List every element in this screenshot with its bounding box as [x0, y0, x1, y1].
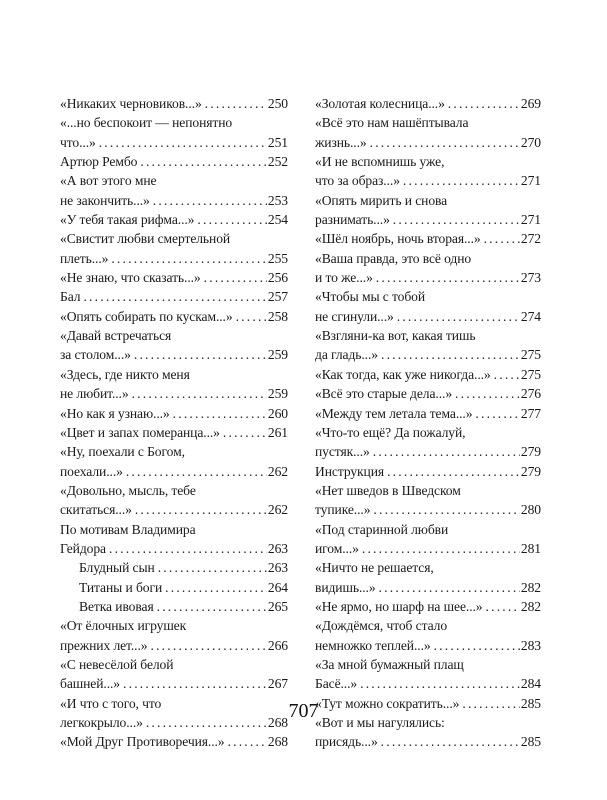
toc-left-column: [60, 94, 288, 752]
toc-entry-page-number: 282: [520, 598, 541, 614]
toc-entry-page-number: 264: [267, 579, 288, 595]
toc-entry-title-line: жизнь...»: [315, 134, 367, 150]
toc-entry-title-line: «Ну, поехали с Богом,: [60, 444, 185, 460]
toc-entry-last-line: [315, 442, 541, 461]
toc-entry-last-line: [315, 500, 541, 519]
toc-entry-page-number: 271: [520, 173, 541, 189]
dot-leader: [362, 539, 520, 558]
toc-entry: [60, 732, 288, 751]
toc-entry-page-number: 270: [520, 134, 541, 150]
toc-entry-title-line: «Мой Друг Противоречия...»: [60, 734, 225, 750]
toc-entry-last-line: [315, 384, 541, 403]
toc-entry-last-line: [60, 268, 288, 287]
toc-entry-last-line: [315, 171, 541, 190]
toc-entry-last-line: [60, 674, 288, 693]
toc-entry-title-line: «И что с того, что: [60, 695, 162, 711]
dot-leader: [204, 268, 267, 287]
dot-leader: [153, 191, 267, 210]
dot-leader: [373, 442, 520, 461]
toc-entry: [60, 481, 288, 520]
toc-entry-page-number: 273: [520, 270, 541, 286]
toc-entry-last-line: [60, 152, 288, 171]
dot-leader: [236, 307, 267, 326]
toc-entry-page-number: 258: [267, 308, 288, 324]
toc-entry-last-line: [60, 462, 288, 481]
dot-leader: [373, 500, 520, 519]
toc-entry: [60, 287, 288, 306]
toc-entry-last-line: [60, 500, 288, 519]
toc-entry-page-number: 272: [520, 231, 541, 247]
toc-entry: [60, 442, 288, 481]
toc-entry: [315, 191, 541, 230]
toc-entry-title-line: «Всё это нам нашёптывала: [315, 115, 469, 131]
toc-entry-title-line: «Тут можно сократить...»: [315, 695, 460, 711]
toc-entry-title-line: «Не знаю, что сказать...»: [60, 270, 201, 286]
toc-entry-title-line: «Здесь, где никто меня: [60, 366, 190, 382]
toc-entry: [315, 462, 541, 481]
toc-entry-last-line: [79, 578, 288, 597]
toc-entry: [60, 94, 288, 113]
toc-entry-page-number: 275: [520, 366, 541, 382]
toc-entry: [60, 404, 288, 423]
toc-entry-title-line: «Шёл ноябрь, ночь вторая...»: [315, 231, 481, 247]
toc-entry-last-line: [315, 210, 541, 229]
toc-entry-title-line: «Опять мирить и снова: [315, 192, 448, 208]
toc-entry: [315, 94, 541, 113]
toc-entry-title-line: башней...»: [60, 676, 120, 692]
toc-entry: [60, 423, 288, 442]
toc-entry-page-number: 259: [267, 347, 288, 363]
toc-entry-title-line: «Довольно, мысль, тебе: [60, 482, 196, 498]
dot-leader: [150, 636, 266, 655]
toc-entry-title-line: «Опять собирать по кускам...»: [60, 308, 233, 324]
dot-leader: [370, 133, 520, 152]
toc-entry: [315, 481, 541, 520]
toc-entry: [60, 558, 288, 577]
dot-leader: [173, 404, 267, 423]
toc-entry-page-number: 285: [520, 734, 541, 750]
toc-entry-page-number: 285: [520, 695, 541, 711]
toc-entry-page-number: 276: [520, 386, 541, 402]
toc-entry-last-line: [315, 462, 541, 481]
toc-entry-page-number: 252: [267, 154, 288, 170]
toc-entry-title-line: видишь...»: [315, 579, 376, 595]
toc-entry-page-number: 280: [520, 502, 541, 518]
toc-entry: [315, 287, 541, 326]
toc-entry: [315, 597, 541, 616]
toc-entry-title-line: Блудный сын: [79, 560, 155, 576]
dot-leader: [434, 636, 520, 655]
toc-entry: [60, 152, 288, 171]
toc-entry-page-number: 267: [267, 676, 288, 692]
toc-entry: [315, 558, 541, 597]
toc-entry-last-line: [60, 423, 288, 442]
toc-entry-title-line: «Чтобы мы с тобой: [315, 289, 426, 305]
dot-leader: [134, 345, 267, 364]
toc-entry: [60, 307, 288, 326]
toc-entry-title-line: немножко теплей...»: [315, 637, 431, 653]
toc-entry: [60, 597, 288, 616]
toc-entry-page-number: 261: [267, 424, 288, 440]
toc-entry-page-number: 284: [520, 676, 541, 692]
toc-entry-last-line: [60, 94, 288, 113]
toc-entry-last-line: [315, 578, 541, 597]
toc-entry-title-line: тупике...»: [315, 502, 371, 518]
toc-entry-title-line: за столом...»: [60, 347, 131, 363]
toc-entry-title-line: Артюр Рембо: [60, 154, 138, 170]
toc-entry-last-line: [315, 674, 541, 693]
dot-leader: [448, 94, 520, 113]
toc-entry-last-line: [315, 268, 541, 287]
toc-entry-title-line: поехали...»: [60, 463, 123, 479]
dot-leader: [223, 423, 267, 442]
toc-entry-page-number: 263: [267, 560, 288, 576]
toc-entry-title-line: «...но беспокоит — непонятно: [60, 115, 233, 131]
dot-leader: [165, 578, 267, 597]
toc-entry-title-line: «За мной бумажный плащ: [315, 656, 464, 672]
toc-entry-last-line: [315, 94, 541, 113]
toc-entry-page-number: 262: [267, 502, 288, 518]
toc-entry-title-line: «Что-то ещё? Да пожалуй,: [315, 424, 466, 440]
dot-leader: [109, 539, 267, 558]
toc-entry-title-line: Басё...»: [315, 676, 358, 692]
dot-leader: [205, 94, 267, 113]
toc-entry-page-number: 282: [520, 579, 541, 595]
toc-entry-title-line: «Как тогда, как уже никогда...»: [315, 366, 491, 382]
toc-entry: [60, 268, 288, 287]
toc-entry-page-number: 255: [267, 250, 288, 266]
toc-entry-title-line: «Дождёмся, чтоб стало: [315, 618, 448, 634]
dot-leader: [126, 462, 267, 481]
toc-entry: [315, 152, 541, 191]
dot-leader: [83, 287, 266, 306]
toc-entry-title-line: Гейдора: [60, 540, 106, 556]
toc-entry-last-line: [315, 732, 541, 751]
toc-entry-last-line: [60, 249, 288, 268]
dot-leader: [381, 732, 520, 751]
toc-entry-page-number: 263: [267, 540, 288, 556]
dot-leader: [99, 133, 267, 152]
toc-entry: [60, 171, 288, 210]
dot-leader: [360, 674, 520, 693]
dot-leader: [228, 732, 267, 751]
toc-entry: [60, 113, 288, 152]
toc-entry-title-line: «Всё это старые дела...»: [315, 386, 453, 402]
toc-entry-title-line: «Никаких черновиков...»: [60, 96, 202, 111]
toc-entry-title-line: плеть...»: [60, 250, 109, 266]
dot-leader: [475, 404, 519, 423]
toc-entry: [60, 616, 288, 655]
dot-leader: [132, 384, 267, 403]
toc-entry-page-number: 257: [267, 289, 288, 305]
toc-entry-last-line: [60, 287, 288, 306]
toc-entry-title-line: Бал: [60, 289, 81, 305]
toc-entry-page-number: 268: [267, 734, 288, 750]
toc-entry-title-line: «Цвет и запах померанца...»: [60, 424, 220, 440]
toc-entry-last-line: [315, 597, 541, 616]
toc-entry-title-line: «У тебя такая рифма...»: [60, 212, 195, 228]
toc-entry-title-line: Инструкция: [315, 463, 385, 479]
toc-entry-title-line: «И не вспомнишь уже,: [315, 154, 445, 170]
toc-entry-title-line: «С невесёлой белой: [60, 656, 174, 672]
toc-entry-title-line: Ветка ивовая: [79, 598, 154, 614]
toc-entry-title-line: «Нет шведов в Шведском: [315, 482, 461, 498]
toc-entry-page-number: 279: [520, 444, 541, 460]
toc-entry-title-line: «Но как я узнаю...»: [60, 405, 170, 421]
toc-entry-last-line: [315, 636, 541, 655]
toc-entry-page-number: 250: [267, 96, 288, 111]
toc-entry-last-line: [60, 133, 288, 152]
toc-entry-page-number: 262: [267, 463, 288, 479]
toc-entry-title-line: и то же...»: [315, 270, 373, 286]
toc-entry: [315, 520, 541, 559]
toc-entry-title-line: присядь...»: [315, 734, 378, 750]
toc-entry: [315, 229, 541, 248]
toc-entry: [60, 655, 288, 694]
page-number: 707: [288, 700, 319, 722]
toc-entry-page-number: 283: [520, 637, 541, 653]
toc-entry-page-number: 271: [520, 212, 541, 228]
toc-entry-last-line: [60, 384, 288, 403]
toc-entry-title-line: что...»: [60, 134, 96, 150]
toc-entry-page-number: 274: [520, 308, 541, 324]
dot-leader: [135, 500, 267, 519]
toc-entry-page-number: 277: [520, 405, 541, 421]
dot-leader: [123, 674, 267, 693]
toc-entry-title-line: не любит...»: [60, 386, 129, 402]
dot-leader: [387, 462, 520, 481]
toc-entry-last-line: [315, 345, 541, 364]
toc-entry-last-line: [60, 210, 288, 229]
toc-entry-title-line: По мотивам Владимира: [60, 521, 196, 537]
toc-entry-last-line: [60, 636, 288, 655]
dot-leader: [376, 268, 520, 287]
dot-leader: [140, 152, 267, 171]
toc-entry-title-line: не закончить...»: [60, 192, 150, 208]
toc-entry-page-number: 266: [267, 637, 288, 653]
dot-leader: [111, 249, 267, 268]
toc-entry: [315, 365, 541, 384]
toc-entry-last-line: [315, 229, 541, 248]
dot-leader: [197, 210, 267, 229]
toc-entry-page-number: 275: [520, 347, 541, 363]
toc-entry: [60, 578, 288, 597]
toc-entry-last-line: [315, 365, 541, 384]
toc-entry-title-line: скитаться...»: [60, 502, 132, 518]
dot-leader: [486, 597, 520, 616]
toc-entry-title-line: «Под старинной любви: [315, 521, 449, 537]
toc-entry-page-number: 259: [267, 386, 288, 402]
toc-entry-title-line: «Свистит любви смертельной: [60, 231, 231, 247]
toc-entry-title-line: что за образ...»: [315, 173, 400, 189]
toc-entry-title-line: «Не ярмо, но шарф на шее...»: [315, 598, 483, 614]
toc-entry: [315, 423, 541, 462]
toc-entry-page-number: 256: [267, 270, 288, 286]
dot-leader: [484, 229, 520, 248]
dot-leader: [403, 171, 520, 190]
dot-leader: [494, 365, 520, 384]
dot-leader: [157, 597, 267, 616]
toc-entry-title-line: «Золотая колесница...»: [315, 96, 445, 111]
toc-entry-page-number: 251: [267, 134, 288, 150]
toc-entry: [60, 520, 288, 559]
toc-entry-last-line: [315, 404, 541, 423]
toc-entry: [60, 365, 288, 404]
toc-entry: [315, 404, 541, 423]
toc-entry-last-line: [315, 133, 541, 152]
toc-entry-title-line: «Между тем летала тема...»: [315, 405, 473, 421]
toc-entry: [60, 326, 288, 365]
toc-entry-title-line: «Вот и мы нагулялись:: [315, 715, 445, 730]
toc-entry-title-line: разнимать...»: [315, 212, 390, 228]
dot-leader: [158, 558, 267, 577]
toc-entry-title-line: пустяк...»: [315, 444, 370, 460]
toc-entry-title-line: «Ничто не решается,: [315, 560, 434, 576]
toc-entry: [315, 249, 541, 288]
toc-entry-last-line: [60, 191, 288, 210]
toc-entry-page-number: 268: [267, 715, 288, 730]
toc-entry-page-number: 260: [267, 405, 288, 421]
toc-entry-page-number: 281: [520, 540, 541, 556]
toc-entry-title-line: «От ёлочных игрушек: [60, 618, 187, 634]
dot-leader: [397, 307, 520, 326]
toc-entry-page-number: 269: [520, 96, 541, 111]
toc-entry-title-line: Титаны и боги: [79, 579, 163, 595]
toc-entry-page-number: 253: [267, 192, 288, 208]
dot-leader: [393, 210, 520, 229]
toc-entry-last-line: [60, 345, 288, 364]
toc-entry-title-line: игом...»: [315, 540, 359, 556]
toc-entry-title-line: не сгинули...»: [315, 308, 394, 324]
dot-leader: [381, 345, 520, 364]
toc-entry-last-line: [315, 539, 541, 558]
toc-entry-page-number: 254: [267, 212, 288, 228]
dot-leader: [379, 578, 520, 597]
toc-entry-page-number: 265: [267, 598, 288, 614]
toc-entry: [315, 113, 541, 152]
toc-entry-last-line: [315, 307, 541, 326]
toc-entry-last-line: [79, 597, 288, 616]
toc-entry: [60, 229, 288, 268]
toc-entry-title-line: легкокрыло...»: [60, 715, 143, 730]
dot-leader: [455, 384, 520, 403]
toc-entry-last-line: [60, 539, 288, 558]
toc-entry-last-line: [60, 404, 288, 423]
toc-entry-title-line: «Взгляни-ка вот, какая тишь: [315, 328, 476, 344]
toc-entry-title-line: «Ваша правда, это всё одно: [315, 250, 472, 266]
toc-entry: [315, 326, 541, 365]
toc-entry-title-line: прежних лет...»: [60, 637, 148, 653]
toc-entry-title-line: да гладь...»: [315, 347, 378, 363]
toc-entry-last-line: [60, 307, 288, 326]
toc-entry-page-number: 279: [520, 463, 541, 479]
toc-entry-title-line: «А вот этого мне: [60, 173, 157, 189]
toc-entry: [315, 655, 541, 694]
toc-entry: [60, 210, 288, 229]
toc-right-column: [315, 94, 541, 752]
toc-entry: [315, 384, 541, 403]
toc-entry-last-line: [79, 558, 288, 577]
toc-entry-title-line: «Давай встречаться: [60, 328, 172, 344]
toc-entry-last-line: [60, 732, 288, 751]
toc-entry: [315, 616, 541, 655]
